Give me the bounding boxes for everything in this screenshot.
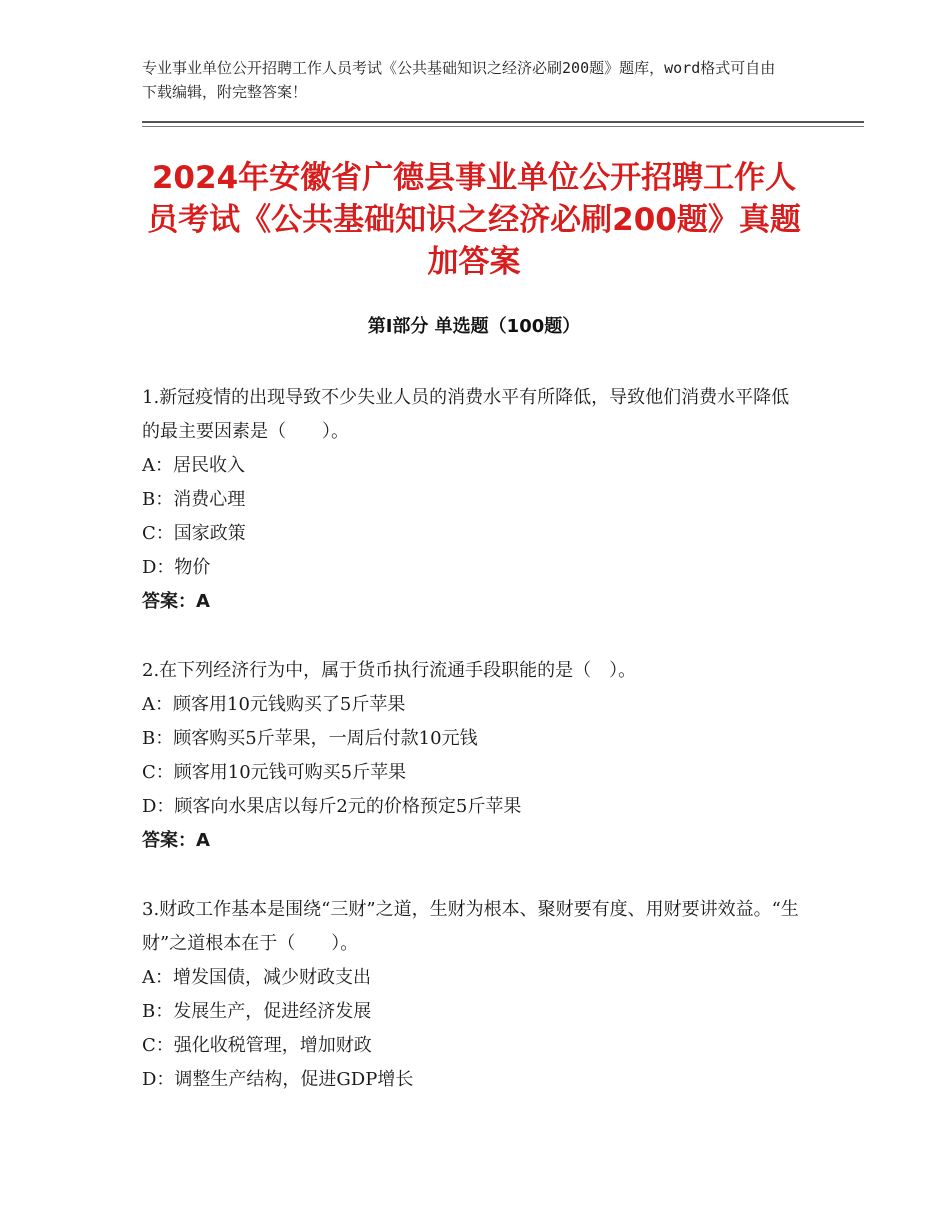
option-b: B：消费心理 bbox=[142, 489, 246, 510]
answer-label: 答案：A bbox=[142, 591, 210, 612]
answer-label: 答案：A bbox=[142, 830, 210, 851]
question-3 bbox=[142, 893, 806, 1097]
header-divider-thin bbox=[142, 126, 864, 127]
option-a: A：顾客用10元钱购买了5斤苹果 bbox=[142, 694, 406, 715]
option-d: D：物价 bbox=[142, 557, 211, 578]
option-a: A：增发国债，减少财政支出 bbox=[142, 967, 371, 988]
header-divider-thick bbox=[142, 121, 864, 123]
option-c: C：强化收税管理，增加财政 bbox=[142, 1035, 372, 1056]
option-a: A：居民收入 bbox=[142, 455, 245, 476]
question-stem: 3.财政工作基本是围绕“三财”之道，生财为根本、聚财要有度、用财要讲效益。“生财”之道根本在于（ ）。 bbox=[142, 899, 799, 954]
question-stem: 2.在下列经济行为中，属于货币执行流通手段职能的是（ ）。 bbox=[142, 660, 637, 681]
option-d: D：顾客向水果店以每斤2元的价格预定5斤苹果 bbox=[142, 796, 522, 817]
section-heading: 第Ⅰ部分 单选题（100题） bbox=[367, 316, 581, 337]
option-d: D：调整生产结构，促进GDP增长 bbox=[142, 1069, 414, 1090]
document-title: 2024年安徽省广德县事业单位公开招聘工作人员考试《公共基础知识之经济必刷200题》真题加答案 bbox=[147, 160, 801, 280]
header-note: 专业事业单位公开招聘工作人员考试《公共基础知识之经济必刷200题》题库，word格式可自由下载编辑，附完整答案！ bbox=[142, 59, 776, 101]
question-stem: 1.新冠疫情的出现导致不少失业人员的消费水平有所降低，导致他们消费水平降低的最主要因素是（ ）。 bbox=[142, 387, 790, 442]
question-1 bbox=[142, 381, 806, 619]
option-c: C：顾客用10元钱可购买5斤苹果 bbox=[142, 762, 407, 783]
option-c: C：国家政策 bbox=[142, 523, 246, 544]
question-2 bbox=[142, 654, 806, 858]
option-b: B：发展生产，促进经济发展 bbox=[142, 1001, 372, 1022]
option-b: B：顾客购买5斤苹果，一周后付款10元钱 bbox=[142, 728, 478, 749]
